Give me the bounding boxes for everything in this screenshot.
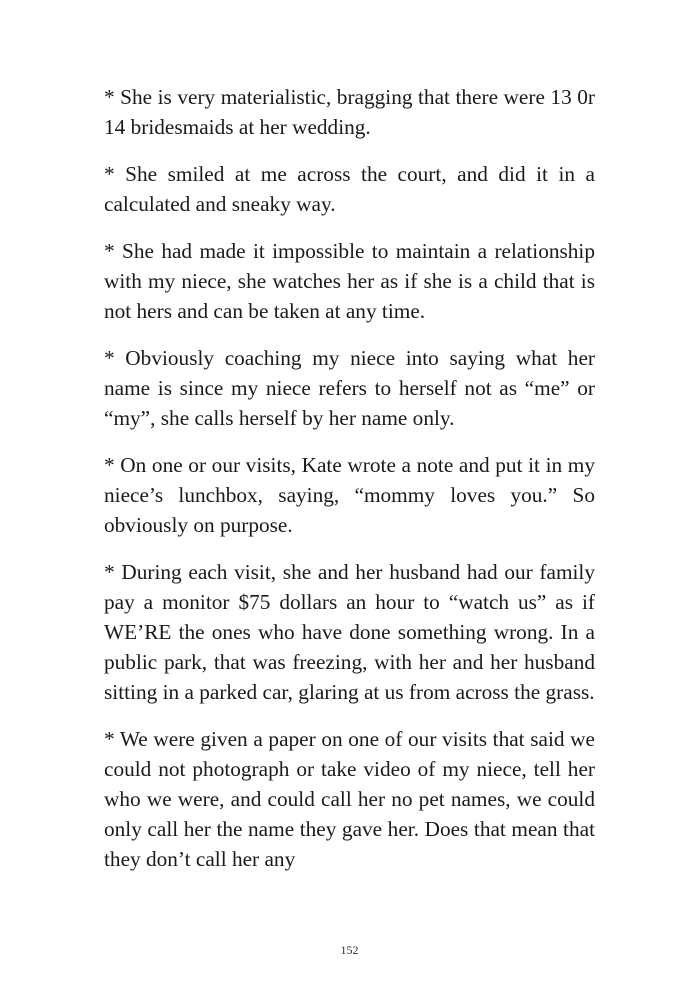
paragraph-monitor: * During each visit, she and her husband had our family pay a monitor $75 dollars an hour to “watch us” as if WE’RE the ones who have done something wrong. In a public park, that was freezing, with her and her husband sitting in a parked car, glaring at us from across the grass. bbox=[104, 560, 595, 704]
page-body bbox=[104, 82, 595, 891]
page-number: 152 bbox=[340, 943, 359, 957]
paragraph-court-smile: * She smiled at me across the court, and did it in a calculated and sneaky way. bbox=[104, 162, 595, 216]
paragraph-visit-rules: * We were given a paper on one of our visits that said we could not photograph or take video of my niece, tell her who we were, and could call her no pet names, we could only call her the name they gave her. Does that mean that they don’t call her any bbox=[104, 727, 595, 871]
paragraph-materialistic: * She is very materialistic, bragging that there were 13 0r 14 bridesmaids at her wedding. bbox=[104, 85, 595, 139]
paragraph-lunchbox-note: * On one or our visits, Kate wrote a note and put it in my niece’s lunchbox, saying, “mommy loves you.” So obviously on purpose. bbox=[104, 453, 595, 537]
paragraph-relationship: * She had made it impossible to maintain a relationship with my niece, she watches her as if she is a child that is not hers and can be taken at any time. bbox=[104, 239, 595, 323]
paragraph-coaching: * Obviously coaching my niece into saying what her name is since my niece refers to herself not as “me” or “my”, she calls herself by her name only. bbox=[104, 346, 595, 430]
